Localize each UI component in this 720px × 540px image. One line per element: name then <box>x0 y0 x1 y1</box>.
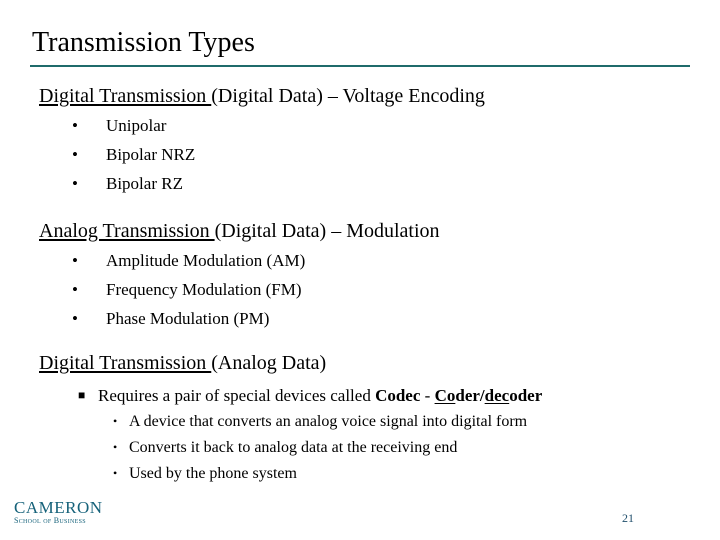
codec-line <box>78 385 542 406</box>
square-bullet-icon: ■ <box>78 388 86 402</box>
list-item-label: A device that converts an analog voice signal into digital form <box>129 413 528 430</box>
list-item <box>113 412 527 431</box>
section-heading-2-rest: (Digital Data) – Modulation <box>214 220 440 242</box>
codec-term: Codec <box>375 386 421 405</box>
list-item-label: Bipolar RZ <box>106 174 183 193</box>
bullet-icon: • <box>72 280 78 299</box>
codec-oder: oder <box>509 386 543 405</box>
cameron-logo <box>14 500 104 526</box>
codec-dec: dec <box>484 386 510 405</box>
list-item-label: Amplitude Modulation (AM) <box>106 251 306 270</box>
title-rule <box>30 65 690 67</box>
logo-top: CAMERON <box>14 498 103 517</box>
section-heading-1 <box>39 84 485 108</box>
bullet-icon: • <box>72 116 78 135</box>
bullet-icon: • <box>113 466 118 480</box>
bullet-icon: • <box>72 251 78 270</box>
list-item-label: Used by the phone system <box>129 465 297 482</box>
section-heading-3-rest: (Analog Data) <box>211 352 327 374</box>
section-heading-1-rest: (Digital Data) – Voltage Encoding <box>211 85 485 107</box>
codec-line-prefix: Requires a pair of special devices called <box>98 386 376 405</box>
list-item <box>113 464 297 483</box>
list-item-label: Converts it back to analog data at the receiving end <box>129 439 458 456</box>
codec-der: der/ <box>455 386 485 405</box>
list-item <box>113 438 457 457</box>
section-heading-2-underlined: Analog Transmission <box>39 220 215 242</box>
page-number: 21 <box>622 511 634 525</box>
codec-dash: - <box>420 386 435 405</box>
list-item-label: Bipolar NRZ <box>106 145 196 164</box>
list-item-label: Phase Modulation (PM) <box>106 309 270 328</box>
section-heading-3 <box>39 351 326 375</box>
bullet-icon: • <box>113 414 118 428</box>
bullet-icon: • <box>72 145 78 164</box>
list-item-label: Unipolar <box>106 116 167 135</box>
slide-title: Transmission Types <box>32 27 255 58</box>
section-heading-1-underlined: Digital Transmission <box>39 85 212 107</box>
section-heading-2 <box>39 219 440 243</box>
section-heading-3-underlined: Digital Transmission <box>39 352 212 374</box>
bullet-icon: • <box>113 440 118 454</box>
list-item-label: Frequency Modulation (FM) <box>106 280 302 299</box>
bullet-icon: • <box>72 309 78 328</box>
logo-bottom: School of Business <box>14 516 86 525</box>
bullet-icon: • <box>72 174 78 193</box>
codec-co: Co <box>434 386 456 405</box>
